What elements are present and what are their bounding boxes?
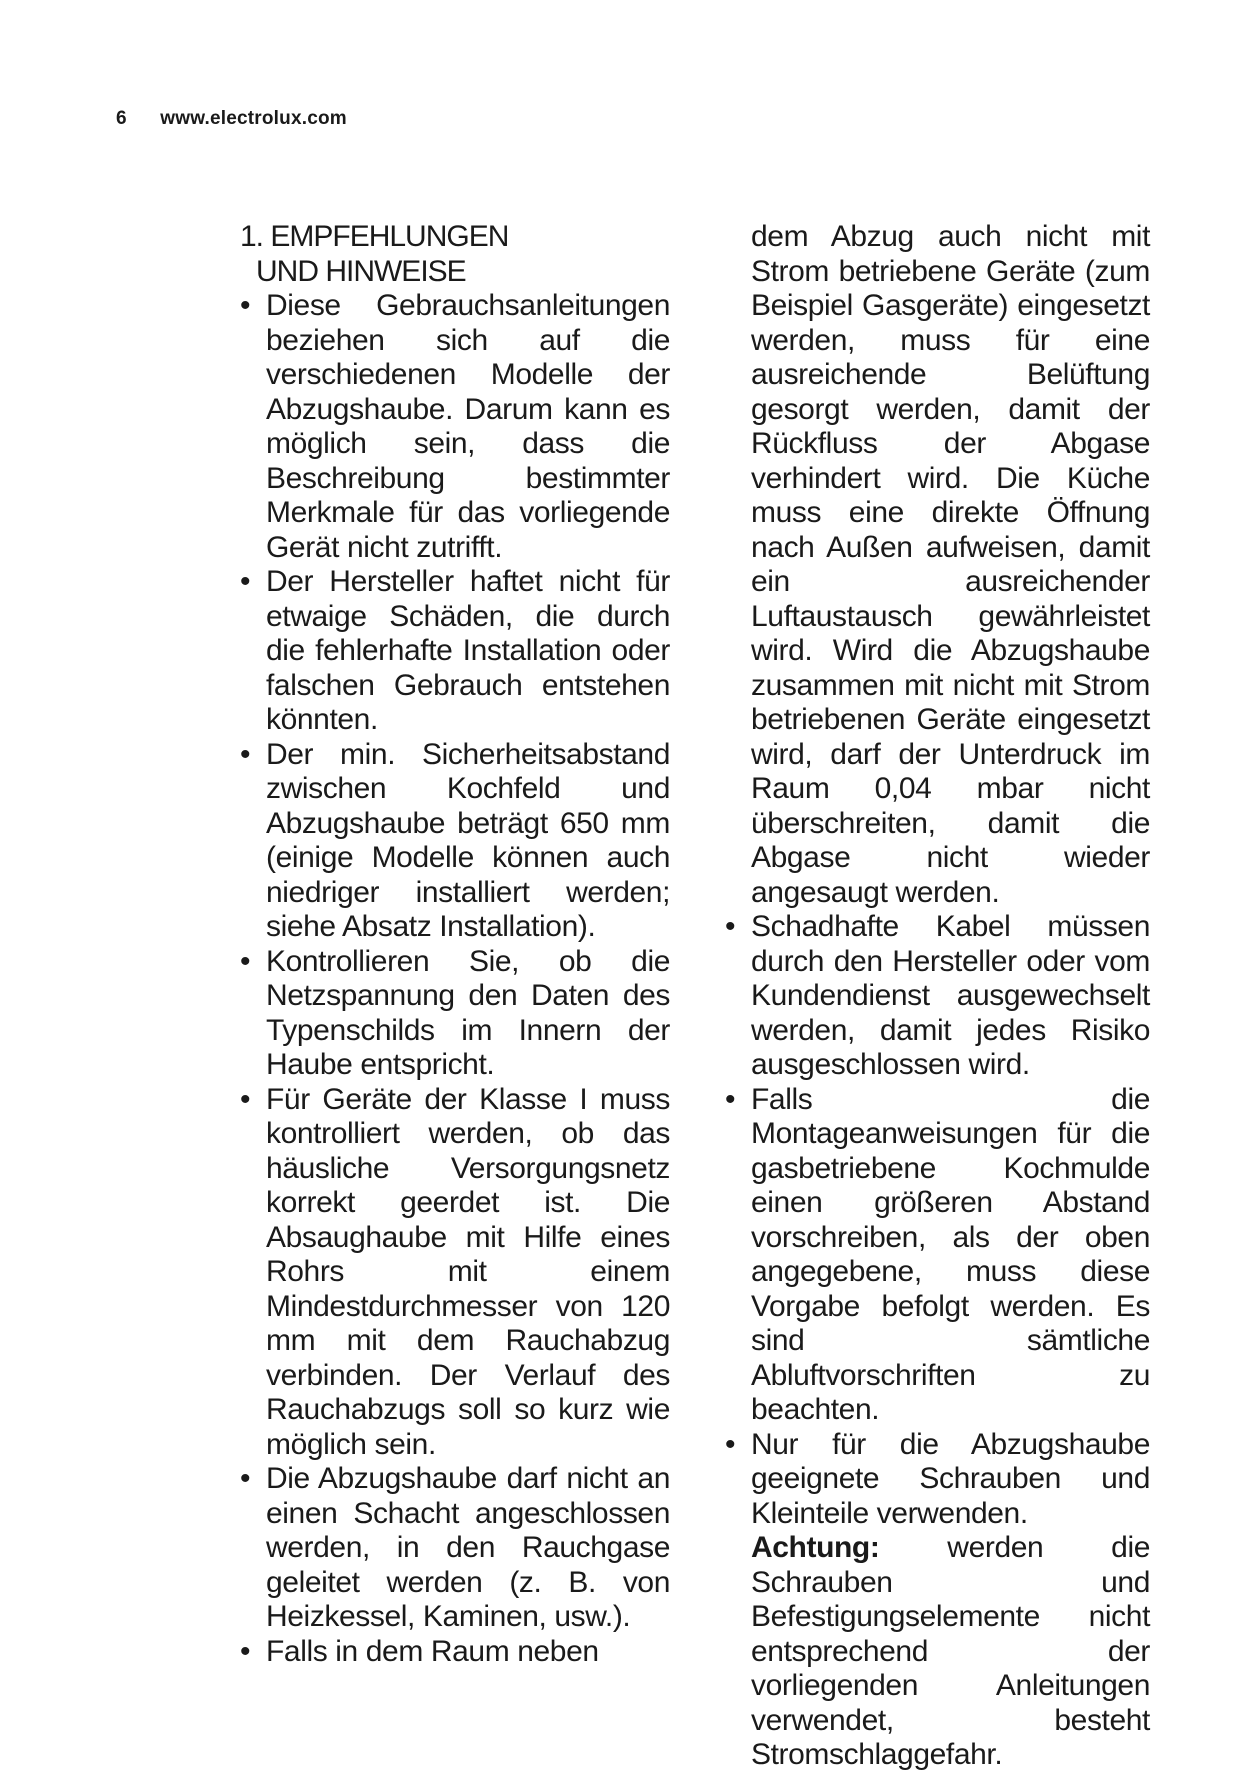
warning-paragraph xyxy=(725,1531,1150,1773)
list-item: • Schadhafte Kabel müssen durch den Hersteller oder vom Kundendienst ausgewechselt werden, damit jedes Risiko ausgeschlossen wird. xyxy=(725,910,1150,1083)
list-item: • Die Abzugshaube darf nicht an einen Schacht angeschlossen werden, in den Rauchgase geleitet werden (z. B. von Heizkessel, Kaminen, usw.). xyxy=(240,1462,670,1635)
warning-text: werden die Schrauben und Befestigungselemente nicht entsprechend der vorliegenden Anleitungen verwendet, besteht Stromschlaggefahr. xyxy=(751,1531,1150,1771)
list-item: • Der min. Sicherheitsabstand zwischen Kochfeld und Abzugshaube beträgt 650 mm (einige Modelle können auch niedriger installiert werden; siehe Absatz Installation). xyxy=(240,738,670,945)
list-item: • Kontrollieren Sie, ob die Netzspannung den Daten des Typenschilds im Innern der Haube entspricht. xyxy=(240,945,670,1083)
list-item: • Falls die Montageanweisungen für die gasbetriebene Kochmulde einen größeren Abstand vorschreiben, als der oben angegebene, muss diese Vorgabe befolgt werden. Es sind sämtliche Abluftvorschriften zu beachten. xyxy=(725,1083,1150,1428)
list-item: • Nur für die Abzugshaube geeignete Schrauben und Kleinteile verwenden. xyxy=(725,1428,1150,1532)
section-title-line1: 1. EMPFEHLUNGEN xyxy=(240,220,509,253)
list-item: • Falls in dem Raum neben xyxy=(240,1635,670,1670)
page-number: 6 xyxy=(116,108,127,129)
right-column xyxy=(725,220,1150,1773)
list-item: • Diese Gebrauchsanleitungen beziehen sich auf die verschiedenen Modelle der Abzugshaube. Darum kann es möglich sein, dass die Beschreibung bestimmter Merkmale für das vorliegende Gerät nicht zutrifft. xyxy=(240,289,670,565)
list-item: • Für Geräte der Klasse I muss kontrolliert werden, ob das häusliche Versorgungsnetz korrekt geerdet ist. Die Absaughaube mit Hilfe eines Rohrs mit einem Mindestdurchmesser von 120 mm mit dem Rauchabzug verbinden. Der Verlauf des Rauchabzugs soll so kurz wie möglich sein. xyxy=(240,1083,670,1463)
section-title-line2: UND HINWEISE xyxy=(256,254,466,288)
left-column xyxy=(240,220,670,1669)
page-header xyxy=(116,108,347,130)
list-item: • Der Hersteller haftet nicht für etwaige Schäden, die durch die fehlerhafte Installation oder falschen Gebrauch entstehen könnten. xyxy=(240,565,670,738)
continued-paragraph: dem Abzug auch nicht mit Strom betriebene Geräte (zum Beispiel Gasgeräte) eingesetzt werden, muss für eine ausreichende Belüftung gesorgt werden, damit der Rückfluss der Abgase verhindert wird. Die Küche muss eine direkte Öffnung nach Außen aufweisen, damit ein ausreichender Luftaustausch gewährleistet wird. Wird die Abzugshaube zusammen mit nicht mit Strom betriebenen Geräte eingesetzt wird, darf der Unterdruck im Raum 0,04 mbar nicht überschreiten, damit die Abgase nicht wieder angesaugt werden. xyxy=(751,220,1150,909)
recommendation-list-continued xyxy=(725,910,1150,1531)
section-title xyxy=(240,220,670,289)
warning-label: Achtung: xyxy=(751,1531,880,1564)
recommendation-list xyxy=(240,289,670,1669)
website-url: www.electrolux.com xyxy=(160,108,347,129)
